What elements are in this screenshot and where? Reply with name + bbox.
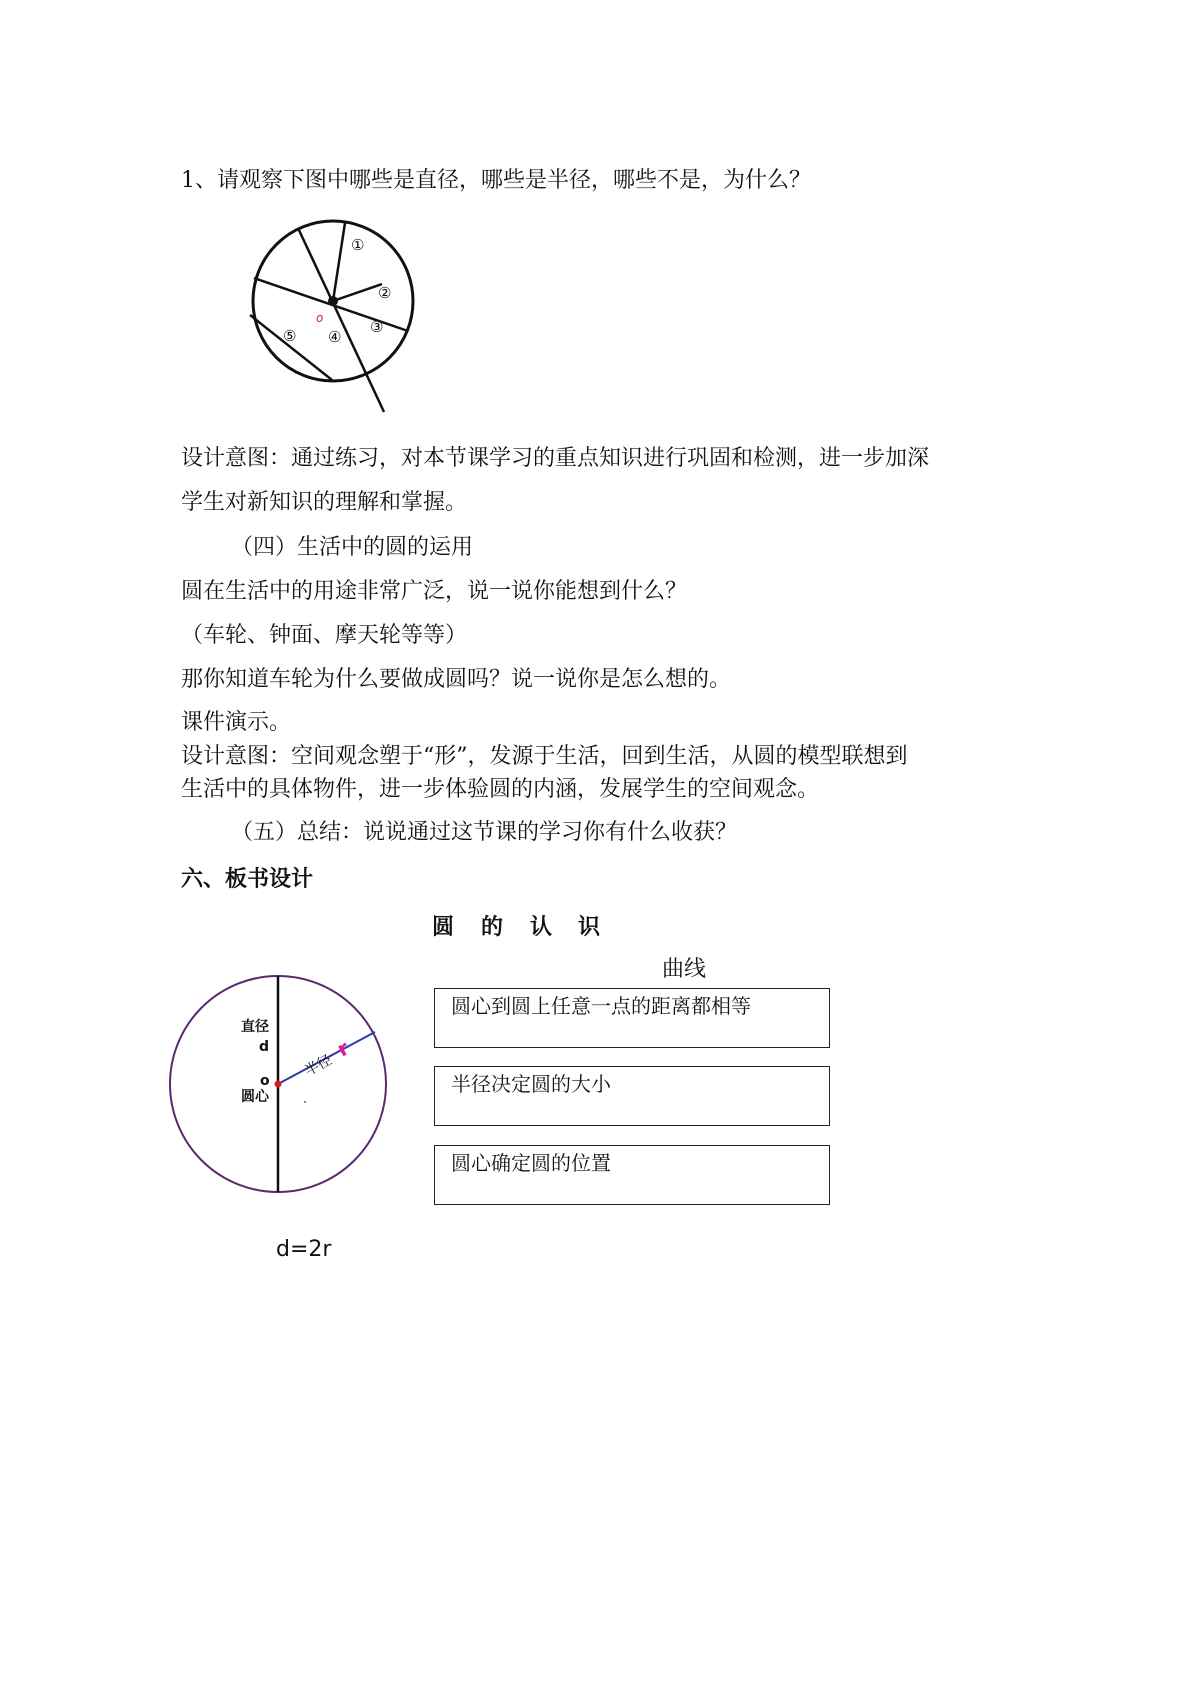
exercise-question: 1、请观察下图中哪些是直径，哪些是半径，哪些不是，为什么？ bbox=[181, 168, 811, 193]
property-box-1 bbox=[434, 988, 830, 1048]
segment-label-5: ⑤ bbox=[283, 327, 297, 345]
section-5-heading: （五）总结：说说通过这节课的学习你有什么收获？ bbox=[231, 820, 738, 845]
property-box-3 bbox=[434, 1145, 830, 1205]
board-center-dot bbox=[275, 1081, 282, 1088]
intent-2-line-1: 设计意图：空间观念塑于“形”，发源于生活，回到生活，从圆的模型联想到 bbox=[181, 744, 908, 769]
intent-2-line-2: 生活中的具体物件，进一步体验圆的内涵，发展学生的空间观念。 bbox=[181, 777, 820, 802]
exercise-circle-figure bbox=[240, 215, 440, 415]
board-title-char: 认 bbox=[530, 914, 553, 940]
property-text-3: 圆心确定圆的位置 bbox=[451, 1151, 611, 1175]
segment-label-3: ③ bbox=[370, 318, 384, 336]
small-dot bbox=[304, 1101, 306, 1103]
property-text-1: 圆心到圆上任意一点的距离都相等 bbox=[451, 994, 751, 1018]
examples-text: （车轮、钟面、摩天轮等等） bbox=[181, 623, 468, 648]
wheel-question: 那你知道车轮为什么要做成圆吗？说一说你是怎么想的。 bbox=[181, 667, 732, 692]
r-label: r bbox=[333, 1035, 354, 1062]
segment-label-2: ② bbox=[378, 284, 392, 302]
property-text-2: 半径决定圆的大小 bbox=[451, 1072, 611, 1096]
center-label: 圆心 bbox=[241, 1089, 269, 1105]
demo-text: 课件演示。 bbox=[181, 710, 292, 735]
board-title-char: 圆 bbox=[432, 914, 455, 940]
segment-label-1: ① bbox=[351, 236, 365, 254]
segment-line bbox=[333, 284, 382, 301]
exercise-center-dot bbox=[328, 296, 338, 306]
intent-1-line-1: 设计意图：通过练习，对本节课学习的重点知识进行巩固和检测，进一步加深 bbox=[181, 446, 930, 471]
exercise-center-label: o bbox=[316, 311, 324, 325]
section-4-heading: （四）生活中的圆的运用 bbox=[231, 535, 474, 560]
board-title bbox=[0, 910, 1191, 940]
property-box-2 bbox=[434, 1066, 830, 1126]
curve-label: 曲线 bbox=[662, 957, 707, 982]
radius-label: 半径 bbox=[302, 1052, 335, 1080]
intent-1-line-2: 学生对新知识的理解和掌握。 bbox=[181, 490, 468, 515]
board-title-char: 识 bbox=[578, 914, 601, 940]
board-circle-diagram bbox=[165, 970, 395, 1202]
segment-line bbox=[333, 223, 345, 301]
board-title-char: 的 bbox=[481, 914, 504, 940]
life-question: 圆在生活中的用途非常广泛，说一说你能想到什么？ bbox=[181, 579, 688, 604]
diameter-label: 直径 bbox=[241, 1019, 269, 1035]
o-label: o bbox=[260, 1073, 270, 1089]
segment-label-4: ④ bbox=[328, 328, 342, 346]
board-heading: 六、板书设计 bbox=[181, 866, 314, 892]
d-label: d bbox=[259, 1039, 270, 1055]
formula: d=2r bbox=[276, 1237, 332, 1262]
